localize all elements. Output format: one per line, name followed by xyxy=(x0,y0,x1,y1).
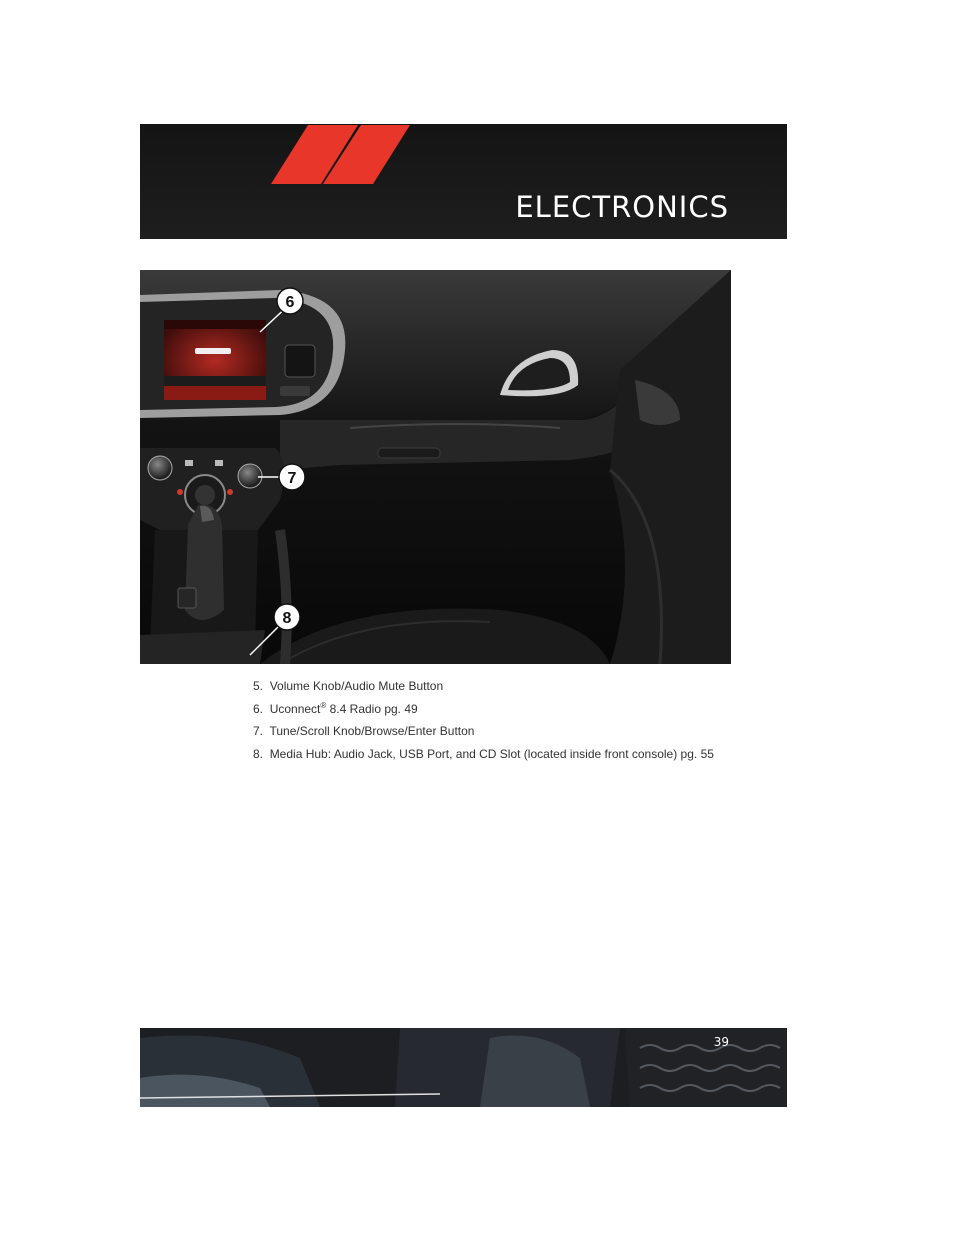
page-number: 39 xyxy=(713,1035,729,1049)
legend-item-number: 8. xyxy=(253,746,264,761)
legend-item-text-after: 8.4 Radio pg. 49 xyxy=(326,701,418,716)
section-title: ELECTRONICS xyxy=(515,190,729,224)
legend-item-text: Tune/Scroll Knob/Browse/Enter Button xyxy=(269,724,475,739)
callout-legend xyxy=(253,678,773,768)
registered-mark: ® xyxy=(320,700,327,710)
legend-item-number: 5. xyxy=(253,679,264,693)
legend-item-6 xyxy=(253,701,773,724)
callout-6-number: 6 xyxy=(285,294,295,311)
interior-illustration xyxy=(140,270,731,664)
callout-8-number: 8 xyxy=(282,610,292,627)
interior-photo xyxy=(140,270,731,664)
footer-background-image xyxy=(140,1028,787,1107)
legend-item-5 xyxy=(253,678,773,701)
legend-item-text: Media Hub: Audio Jack, USB Port, and CD Slot (located inside front console) pg. 55 xyxy=(269,746,714,761)
legend-item-7 xyxy=(253,723,773,746)
legend-item-8 xyxy=(253,746,773,769)
legend-item-text: Uconnect xyxy=(269,701,321,716)
footer-band xyxy=(140,1028,787,1107)
legend-item-number: 6. xyxy=(253,701,264,716)
legend-item-number: 7. xyxy=(253,724,264,739)
callout-7-number: 7 xyxy=(287,470,297,487)
section-header-band xyxy=(140,124,787,239)
legend-item-text: Volume Knob/Audio Mute Button xyxy=(269,679,444,693)
